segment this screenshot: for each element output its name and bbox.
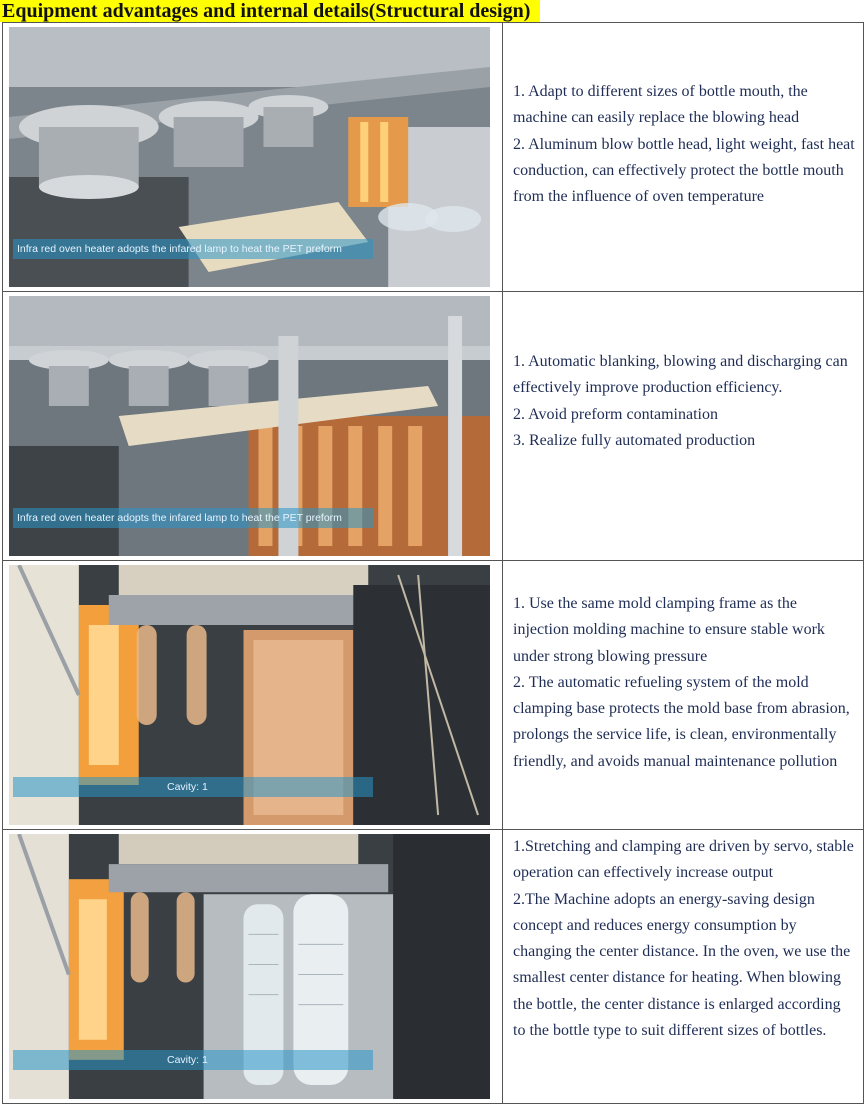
details-table xyxy=(2,22,864,1104)
description-line: 2.The Machine adopts an energy-saving design concept and reduces energy consumption by changing the center distance. In the oven, we use the smallest center distance for heating. When blowing the bottle, the center distance is enlarged according to the bottle type to suit different sizes of bottles. xyxy=(513,890,851,1040)
detail-row xyxy=(3,292,863,561)
photo-caption: Cavity: 1 xyxy=(167,781,208,793)
photo-caption: Infra red oven heater adopts the infared lamp to heat the PET preform xyxy=(17,243,342,255)
description-line: 2. The automatic refueling system of the mold clamping base protects the mold base from abrasion, prolongs the service life, is clean, environmentally friendly, and avoids manual maintenance pollution xyxy=(513,673,850,770)
photo-cell xyxy=(3,830,503,1103)
description-cell xyxy=(503,561,863,829)
description-line: 1.Stretching and clamping are driven by servo, stable operation can effectively increase output xyxy=(513,838,854,882)
page-title: Equipment advantages and internal details(Structural design) xyxy=(0,0,540,22)
machine-photo-blow-heads xyxy=(9,27,490,287)
description-line: 3. Realize fully automated production xyxy=(513,431,756,449)
detail-row xyxy=(3,561,863,830)
detail-row xyxy=(3,830,863,1103)
photo-cell xyxy=(3,23,503,291)
description-cell xyxy=(503,292,863,560)
photo-caption: Cavity: 1 xyxy=(167,1054,208,1066)
description-cell xyxy=(503,23,863,291)
description-line: 1. Adapt to different sizes of bottle mouth, the machine can easily replace the blowing head xyxy=(513,83,808,127)
description-line: 1. Use the same mold clamping frame as the injection molding machine to ensure stable work under strong blowing pressure xyxy=(513,595,825,665)
description-line: 2. Aluminum blow bottle head, light weight, fast heat conduction, can effectively protect the bottle mouth from the influence of oven temperature xyxy=(513,135,855,206)
photo-cell xyxy=(3,561,503,829)
photo-caption: Infra red oven heater adopts the infared lamp to heat the PET preform xyxy=(17,512,342,524)
description-cell xyxy=(503,830,863,1103)
machine-photo-preform-loading xyxy=(9,296,490,556)
photo-cell xyxy=(3,292,503,560)
machine-photo-mold-clamping xyxy=(9,565,490,825)
machine-photo-bottle-blowing xyxy=(9,834,490,1099)
detail-row xyxy=(3,23,863,292)
description-line: 2. Avoid preform contamination xyxy=(513,405,718,423)
description-line: 1. Automatic blanking, blowing and discharging can effectively improve production efficiency. xyxy=(513,353,848,397)
